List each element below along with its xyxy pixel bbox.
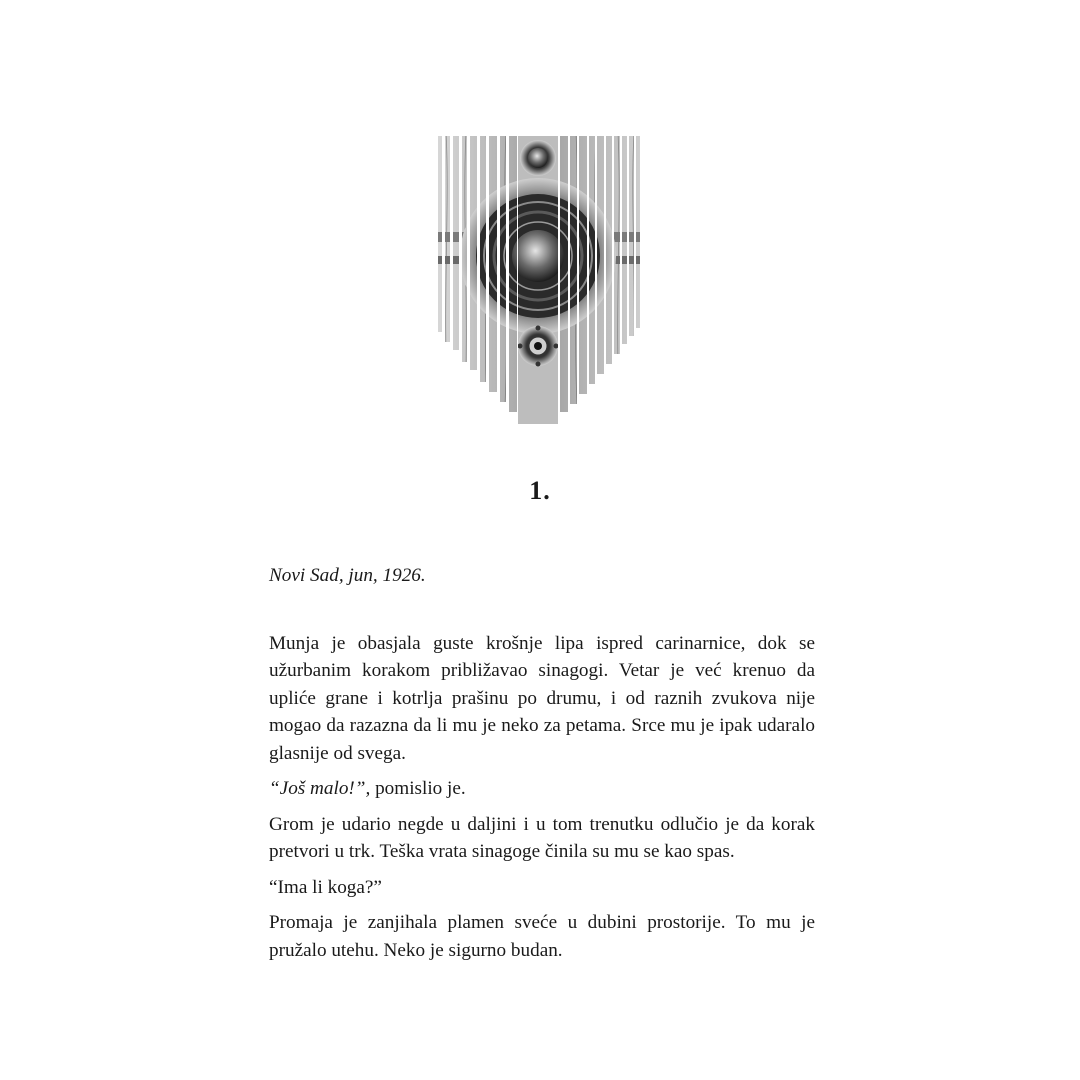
paragraph-3: Grom je udario negde u daljini i u tom trenutku odlučio je da korak pretvori u trk. Teška vrata sinagoge činila su mu se kao spas.	[269, 813, 815, 862]
chapter-text	[269, 562, 815, 972]
paragraph-2	[269, 775, 815, 803]
chapter-number: 1.	[529, 476, 551, 505]
paragraph-5: Promaja je zanjihala plamen sveće u dubini prostorije. To mu je pružalo utehu. Neko je sigurno budan.	[269, 912, 815, 961]
carved-wooden-door-ornament-icon	[436, 132, 644, 426]
paragraph-4: “Ima li koga?”	[269, 876, 382, 898]
paragraph-2-text: pomislio je.	[370, 778, 466, 799]
dateline: Novi Sad, jun, 1926.	[269, 565, 426, 586]
paragraph-1: Munja je obasjala guste krošnje lipa ispred carinarnice, dok se užurbanim korakom približavao sinagogi. Vetar je već krenuo da upliće grane i kotrlja prašinu po drumu, i od raznih zvukova nije mogao da razazna da li mu je neko za petama. Srce mu je ipak udaralo glasnije od svega.	[269, 632, 815, 764]
inner-thought: “Još malo!”,	[269, 778, 371, 799]
